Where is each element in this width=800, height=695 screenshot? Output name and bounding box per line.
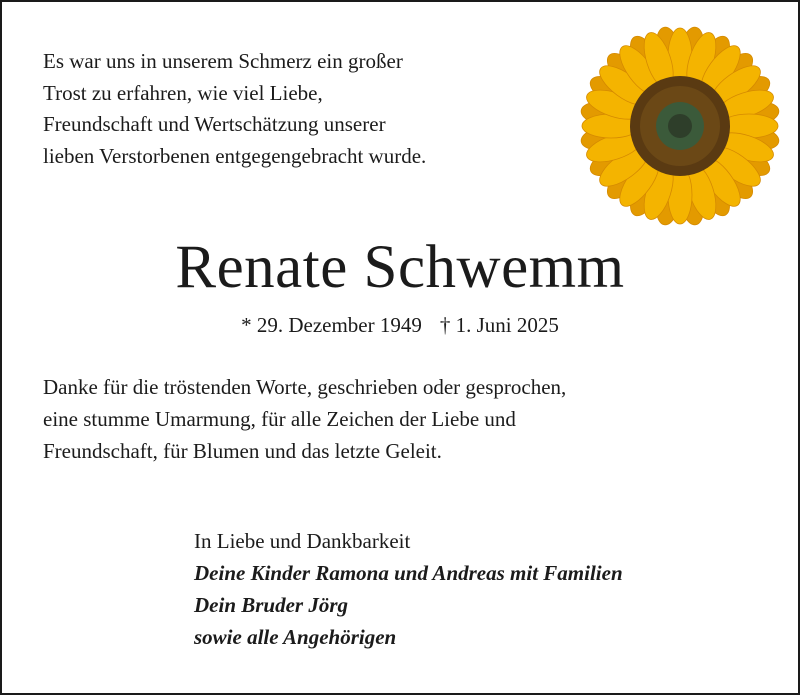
closing-line: In Liebe und Dankbarkeit	[194, 529, 411, 553]
thanks-line: Danke für die tröstenden Worte, geschrieben oder gesprochen,	[43, 375, 567, 399]
sunflower-center-core	[668, 114, 692, 138]
life-dates	[2, 310, 798, 340]
thanks-line: Freundschaft, für Blumen und das letzte Geleit.	[43, 439, 442, 463]
thanks-line: eine stumme Umarmung, für alle Zeichen der Liebe und	[43, 407, 516, 431]
intro-line: lieben Verstorbenen entgegengebracht wurde.	[43, 143, 427, 168]
death-date: † 1. Juni 2025	[439, 313, 559, 337]
intro-line: Freundschaft und Wertschätzung unserer	[43, 112, 386, 136]
sunflower-icon	[562, 8, 798, 244]
family-line: Deine Kinder Ramona und Andreas mit Familien	[194, 561, 623, 585]
intro-text	[43, 46, 426, 172]
signature-block	[194, 525, 623, 653]
intro-line: Es war uns in unserem Schmerz ein großer	[43, 49, 403, 73]
birth-date: * 29. Dezember 1949	[241, 313, 422, 337]
thanks-text	[43, 371, 566, 467]
deceased-name: Renate Schwemm	[175, 234, 625, 301]
family-line: Dein Bruder Jörg	[194, 593, 349, 617]
family-line: sowie alle Angehörigen	[194, 625, 397, 649]
intro-line: Trost zu erfahren, wie viel Liebe,	[43, 80, 323, 105]
